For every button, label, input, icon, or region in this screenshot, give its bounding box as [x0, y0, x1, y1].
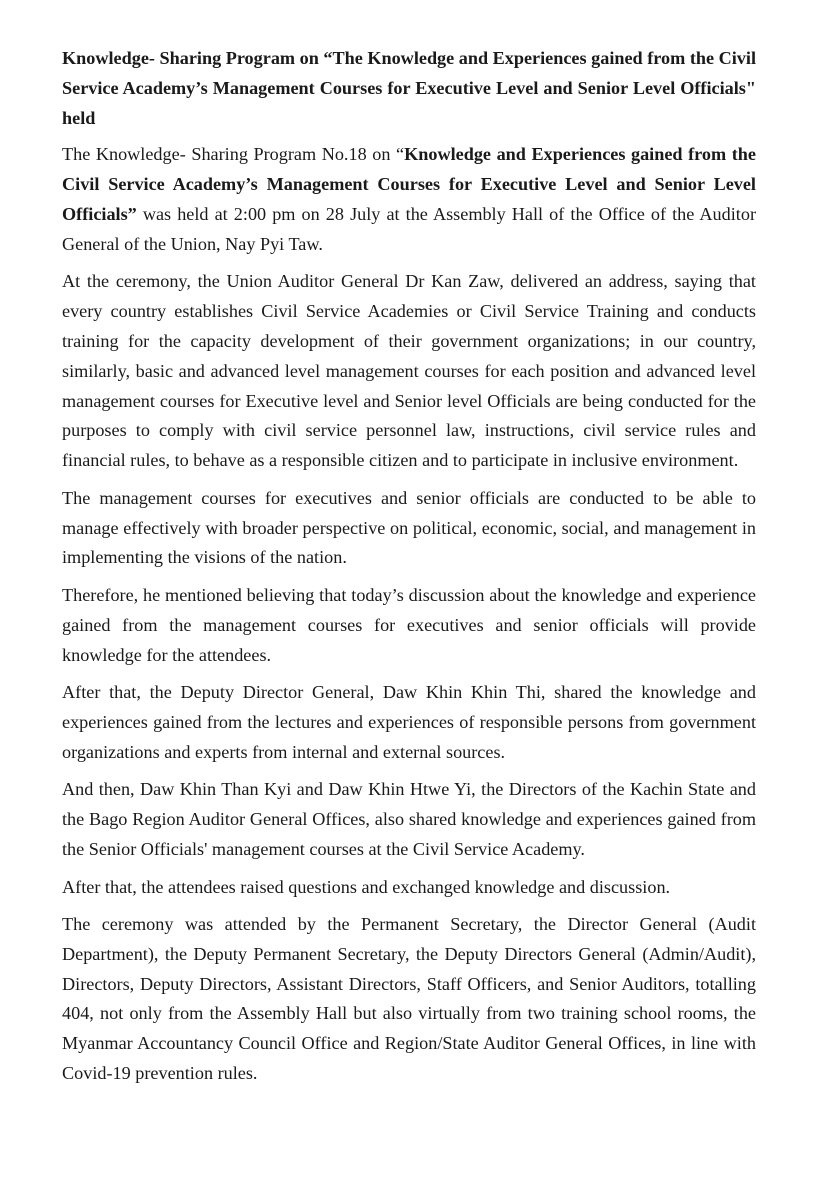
paragraph-attendees: The ceremony was attended by the Permanent Secretary, the Director General (Audit Department), the Deputy Permanent Secretary, the Deputy Directors General (Admin/Audit), Directors, Deputy Directors, Assistant Directors, Staff Officers, and Senior Auditors, totalling 404, not only from the Assembly Hall but also virtually from two training school rooms, the Myanmar Accountancy Council Office and Region/State Auditor General Offices, in line with Covid-19 prevention rules. — [62, 914, 756, 1084]
paragraph-directors-sharing: And then, Daw Khin Than Kyi and Daw Khin Htwe Yi, the Directors of the Kachin State and the Bago Region Auditor General Offices, also shared knowledge and experiences gained from the Senior Officials' management courses at the Civil Service Academy. — [62, 779, 756, 859]
intro-prefix: The Knowledge- Sharing Program No.18 on “ — [62, 144, 405, 165]
paragraph-discussion-benefit: Therefore, he mentioned believing that today’s discussion about the knowledge and experience gained from the management courses for executives and senior officials will provide knowledge for the attendees. — [62, 584, 756, 665]
paragraph-address: At the ceremony, the Union Auditor General Dr Kan Zaw, delivered an address, saying that every country establishes Civil Service Academies or Civil Service Training and conducts training for the capacity development of their government organizations; in our country, similarly, basic and advanced level management courses for each position and advanced level management courses for Executive level and Senior level Officials are being conducted for the purposes to comply with civil service personnel law, instructions, civil service rules and financial rules, to behave as a responsible citizen and to participate in inclusive environment. — [62, 271, 756, 471]
intro-suffix: was held at 2:00 pm on 28 July at the Assembly Hall of the Office of the Auditor General of the Union, Nay Pyi Taw. — [62, 203, 756, 254]
paragraph-courses-purpose: The management courses for executives and senior officials are conducted to be able to manage effectively with broader perspective on political, economic, social, and management in implementing the visions of the nation. — [62, 487, 756, 568]
intro-paragraph — [62, 140, 756, 259]
paragraph-deputy-director-sharing: After that, the Deputy Director General, Daw Khin Khin Thi, shared the knowledge and experiences gained from the lectures and experiences of responsible persons from government organizations and experts from internal and external sources. — [62, 682, 756, 762]
document-page — [62, 44, 756, 1097]
paragraph-questions: After that, the attendees raised questions and exchanged knowledge and discussion. — [62, 876, 671, 897]
document-title: Knowledge- Sharing Program on “The Knowledge and Experiences gained from the Civil Service Academy’s Management Courses for Executive Level and Senior Level Officials" held — [62, 48, 756, 128]
intro-bold-topic: Knowledge and Experiences gained from the Civil Service Academy’s Management Courses for Executive Level and Senior Level Officials” — [62, 144, 756, 224]
